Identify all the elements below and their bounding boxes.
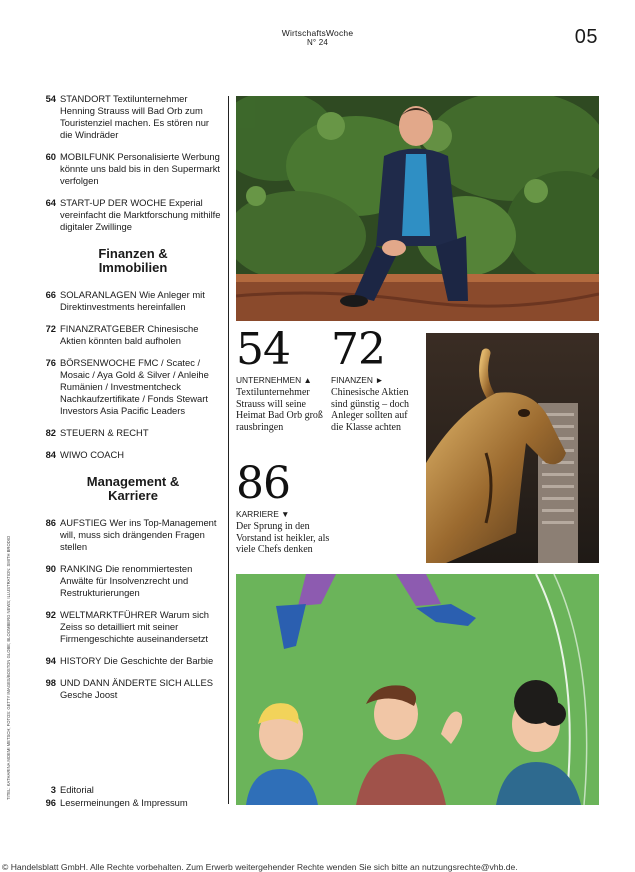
toc-page-number: 76 — [45, 357, 56, 368]
toc-page-number: 96 — [45, 797, 56, 808]
toc-entry[interactable] — [38, 449, 222, 461]
toc-entry[interactable] — [38, 655, 222, 667]
toc-text: Editorial — [60, 784, 94, 795]
magazine-title: WirtschaftsWoche — [281, 28, 354, 38]
illustration-career[interactable] — [236, 574, 599, 805]
toc-kicker: FINANZRATGEBER — [60, 323, 145, 334]
column-divider — [228, 96, 229, 804]
issue-number: N° 24 — [306, 38, 329, 47]
toc-bottom-list — [38, 784, 222, 810]
toc-page-number: 86 — [45, 517, 56, 528]
toc-page-number: 3 — [50, 784, 56, 795]
toc-entry[interactable] — [38, 197, 222, 233]
toc-entry[interactable] — [38, 784, 222, 796]
toc-entry[interactable] — [38, 289, 222, 313]
teaser-tag: UNTERNEHMEN ▲ — [236, 375, 312, 385]
teaser-description: Der Sprung in den Vorstand ist heikler, als viele Chefs denken — [236, 521, 330, 555]
toc-text: Wer ins Top-Management will, muss sich drängenden Fragen stellen — [60, 517, 217, 552]
toc-page-number: 98 — [45, 677, 56, 688]
toc-text: Die Geschichte der Barbie — [103, 655, 214, 666]
toc-page-number: 66 — [45, 289, 56, 300]
toc-entry[interactable] — [38, 151, 222, 187]
toc-kicker: WIWO COACH — [60, 449, 125, 460]
section-heading-management: Management & Karriere — [86, 474, 180, 503]
toc-text: Warum sich Zeiss so detailliert mit seiner Firmengeschichte auseinandersetzt — [60, 609, 209, 644]
toc-text: Die renommiertesten Anwälte für Insolvenzrecht und Restrukturierungen — [60, 563, 193, 598]
toc-page-number: 64 — [45, 197, 56, 208]
teaser-tag: FINANZEN ► — [331, 375, 384, 385]
toc-page-number: 60 — [45, 151, 56, 162]
toc-kicker: HISTORY — [60, 655, 102, 666]
toc-page-number: 82 — [45, 427, 56, 438]
teaser-tag: KARRIERE ▼ — [236, 509, 290, 519]
toc-page-number: 84 — [45, 449, 56, 460]
toc-kicker: UND DANN ÄNDERTE SICH ALLES — [60, 677, 213, 688]
toc-text: FMC / Scatec / Mosaic / Aya Gold & Silver / Anleihe Rumänien / Investmentcheck Nachkaufzertifikate / Fonds Stewart Investors Asia Pacific Leaders — [60, 357, 209, 416]
toc-page-number: 92 — [45, 609, 56, 620]
teaser-page-number: 72 — [331, 324, 385, 375]
toc-text: Wie Anleger mit Direktinvestments hereinfallen — [60, 289, 205, 312]
toc-kicker: BÖRSENWOCHE — [60, 357, 136, 368]
teaser-54[interactable] — [236, 324, 326, 433]
toc-entry[interactable] — [38, 677, 222, 701]
career-illustration — [236, 574, 599, 805]
toc-entry[interactable] — [38, 797, 222, 809]
toc-entry[interactable] — [38, 323, 222, 347]
photo-bull[interactable] — [426, 333, 599, 563]
teaser-86[interactable] — [236, 458, 336, 556]
toc-entry[interactable] — [38, 357, 222, 417]
toc-kicker: STANDORT — [60, 93, 111, 104]
masthead — [0, 28, 635, 48]
toc-text: Lesermeinungen & Impressum — [60, 797, 188, 808]
toc-page-number: 72 — [45, 323, 56, 334]
teaser-page-number: 54 — [236, 324, 290, 375]
teaser-72[interactable] — [331, 324, 421, 433]
toc-text: Textilunternehmer Henning Strauss will Bad Orb zum Touristenziel machen. Es stören nur die Windräder — [60, 93, 210, 140]
copyright-footer: © Handelsblatt GmbH. Alle Rechte vorbehalten. Zum Erwerb weitergehender Rechte wenden Sie sich bitte an nutzungsrechte@vhb.de. — [2, 862, 518, 872]
toc-kicker: AUFSTIEG — [60, 517, 107, 528]
page-number: 05 — [574, 26, 598, 48]
toc-kicker: RANKING — [60, 563, 103, 574]
table-of-contents — [38, 93, 222, 711]
toc-entry[interactable] — [38, 427, 222, 439]
photo-credit: TITEL: KATHARINA MOEMI METSCH; FOTOS: GETTY IMAGES/BOSTON GLOBE; BLOOMBERG NEWS; ILLUSTRATION: SMITH BRODIO — [6, 535, 11, 800]
toc-kicker: MOBILFUNK — [60, 151, 115, 162]
toc-entry[interactable] — [38, 517, 222, 553]
entrepreneur-image — [236, 96, 599, 321]
toc-entry[interactable] — [38, 609, 222, 645]
toc-text: Experial vereinfacht die Marktforschung mithilfe digitaler Zwillinge — [60, 197, 221, 232]
teaser-description: Textilunternehmer Strauss will seine Heimat Bad Orb groß rausbringen — [236, 387, 323, 433]
toc-text: Chinesische Aktien könnten bald aufholen — [60, 323, 199, 346]
section-heading-finanzen: Finanzen & Immobilien — [98, 246, 168, 275]
toc-page-number: 54 — [45, 93, 56, 104]
toc-kicker: START-UP DER WOCHE — [60, 197, 167, 208]
teaser-description: Chinesische Aktien sind günstig – doch Anleger sollten auf die Klasse achten — [331, 387, 410, 433]
toc-page-number: 90 — [45, 563, 56, 574]
photo-entrepreneur[interactable] — [236, 96, 599, 321]
toc-text: Personalisierte Werbung könnte uns bald bis in den Supermarkt verfolgen — [60, 151, 220, 186]
teaser-page-number: 86 — [236, 458, 290, 509]
toc-kicker: STEUERN & RECHT — [60, 427, 149, 438]
toc-text: Gesche Joost — [60, 689, 118, 700]
toc-kicker: WELTMARKTFÜHRER — [60, 609, 158, 620]
toc-entry[interactable] — [38, 93, 222, 141]
bull-image — [426, 333, 599, 563]
toc-page-number: 94 — [45, 655, 56, 666]
toc-entry[interactable] — [38, 563, 222, 599]
toc-kicker: SOLARANLAGEN — [60, 289, 137, 300]
